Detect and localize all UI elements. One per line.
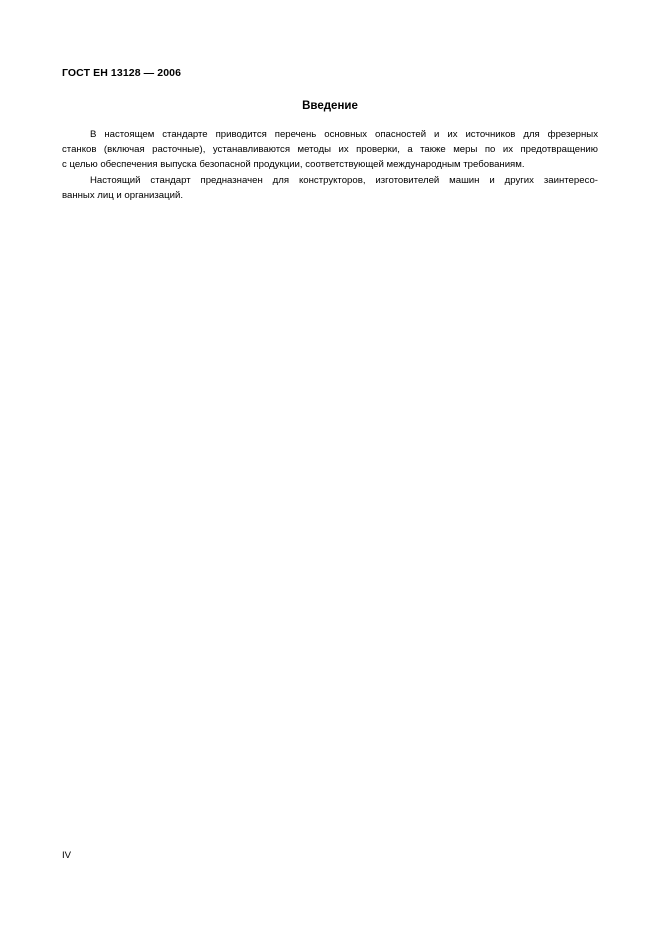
paragraph-1-line-2: станков (включая расточные), устанавливаются методы их проверки, а также меры по их предотвращению	[62, 144, 598, 156]
section-title: Введение	[302, 100, 358, 112]
page-number: IV	[62, 850, 72, 861]
paragraph-1-line-1: В настоящем стандарте приводится перечень основных опасностей и их источников для фрезерных	[90, 129, 598, 140]
paragraph-2-line-1: Настоящий стандарт предназначен для конструкторов, изготовителей машин и других заинтересо-	[90, 174, 598, 186]
paragraph-1-line-3: с целью обеспечения выпуска безопасной продукции, соответствующей международным требованиям.	[62, 159, 525, 171]
introduction-text	[62, 127, 598, 203]
document-code-header: ГОСТ ЕН 13128 — 2006	[62, 67, 182, 79]
paragraph-2-line-2: ванных лиц и организаций.	[62, 189, 183, 201]
